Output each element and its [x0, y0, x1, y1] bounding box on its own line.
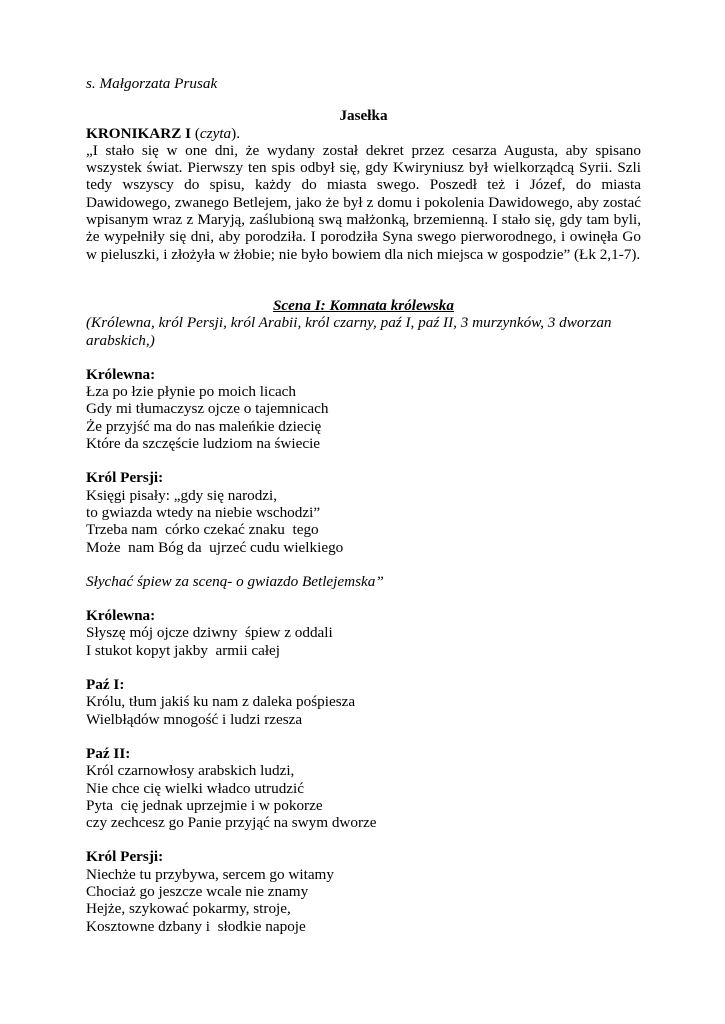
- dialogue-block: [86, 745, 641, 831]
- verse-line: Gdy mi tłumaczysz ojcze o tajemnicach: [86, 400, 329, 418]
- verse-line: Królu, tłum jakiś ku nam z daleka pośpiesza: [86, 693, 356, 711]
- speaker-name: Paź II:: [86, 744, 131, 762]
- verse-line: czy zechcesz go Panie przyjąć na swym dworze: [86, 814, 377, 832]
- verse-line: Słyszę mój ojcze dziwny śpiew z oddali: [86, 624, 333, 642]
- verse-line: Nie chce cię wielki władco utrudzić: [86, 779, 305, 797]
- scene-title: Scena I: Komnata królewska: [272, 296, 454, 314]
- narrator-name: KRONIKARZ I: [86, 124, 192, 142]
- dialogue-block: [86, 848, 641, 934]
- speaker-name: Królewna:: [86, 607, 156, 625]
- stage-direction-block: [86, 573, 641, 590]
- document-title: Jasełka: [339, 107, 388, 125]
- narrator-paren-open: (: [191, 124, 200, 142]
- narrator-heading: [86, 125, 641, 142]
- narrator-action: czyta: [199, 124, 232, 142]
- narrator-paren-close: ).: [231, 124, 240, 142]
- verse-line: Łza po łzie płynie po moich licach: [86, 383, 297, 401]
- verse-line: Hejże, szykować pokarmy, stroje,: [86, 900, 291, 918]
- verse-line: Trzeba nam córko czekać znaku tego: [86, 521, 319, 539]
- dialogue: [86, 366, 641, 935]
- verse-line: I stukot kopyt jakby armii całej: [86, 641, 281, 659]
- speaker-name: Król Persji:: [86, 848, 164, 866]
- verse-line: Niechże tu przybywa, sercem go witamy: [86, 865, 334, 883]
- dialogue-block: [86, 469, 641, 555]
- verse-line: Księgi pisały: „gdy się narodzi,: [86, 486, 278, 504]
- stage-direction: Słychać śpiew za sceną- o gwiazdo Betlejemska”: [86, 572, 384, 590]
- verse-line: Pyta cię jednak uprzejmie i w pokorze: [86, 796, 323, 814]
- dialogue-block: [86, 676, 641, 728]
- narrator-text: „I stało się w one dni, że wydany został dekret przez cesarza Augusta, aby spisano wszystek świat. Pierwszy ten spis odbył się, gdy Kwiryniusz był wielkorządcą Syrii. Szli tedy wszyscy do spisu, każdy do miasta swego. Poszedł też i Józef, do miasta Dawidowego, zwanego Betlejem, jako że był z domu i pokolenia Dawidowego, aby zostać wpisanym wraz z Maryją, zaślubioną swą małżonką, brzemienną. I stało się, gdy tam byli, że wypełniły się dni, aby porodziła. I porodziła Syna swego pierworodnego, i owinęła Go w pieluszki, i złożyła w żłobie; nie było bowiem dla nich miejsca w gospodzie” (Łk 2,1-7).: [86, 141, 641, 263]
- author-line: s. Małgorzata Prusak: [86, 75, 218, 92]
- verse-line: Które da szczęście ludziom na świecie: [86, 435, 321, 453]
- dialogue-block: [86, 366, 641, 452]
- speaker-name: Król Persji:: [86, 469, 164, 487]
- speaker-name: Królewna:: [86, 365, 156, 383]
- verse-line: Król czarnowłosy arabskich ludzi,: [86, 762, 295, 780]
- verse-line: Wielbłądów mnogość i ludzi rzesza: [86, 710, 303, 728]
- verse-line: Może nam Bóg da ujrzeć cudu wielkiego: [86, 538, 344, 556]
- verse-line: Chociaż go jeszcze wcale nie znamy: [86, 882, 309, 900]
- verse-line: Że przyjść ma do nas maleńkie dziecię: [86, 417, 322, 435]
- speaker-name: Paź I:: [86, 676, 125, 694]
- verse-line: to gwiazda wtedy na niebie wschodzi”: [86, 503, 321, 521]
- dialogue-block: [86, 607, 641, 659]
- document-page: [86, 75, 641, 935]
- verse-line: Kosztowne dzbany i słodkie napoje: [86, 917, 306, 935]
- scene-cast: (Królewna, król Persji, król Arabii, król czarny, paź I, paź II, 3 murzynków, 3 dworzan arabskich,): [86, 314, 612, 349]
